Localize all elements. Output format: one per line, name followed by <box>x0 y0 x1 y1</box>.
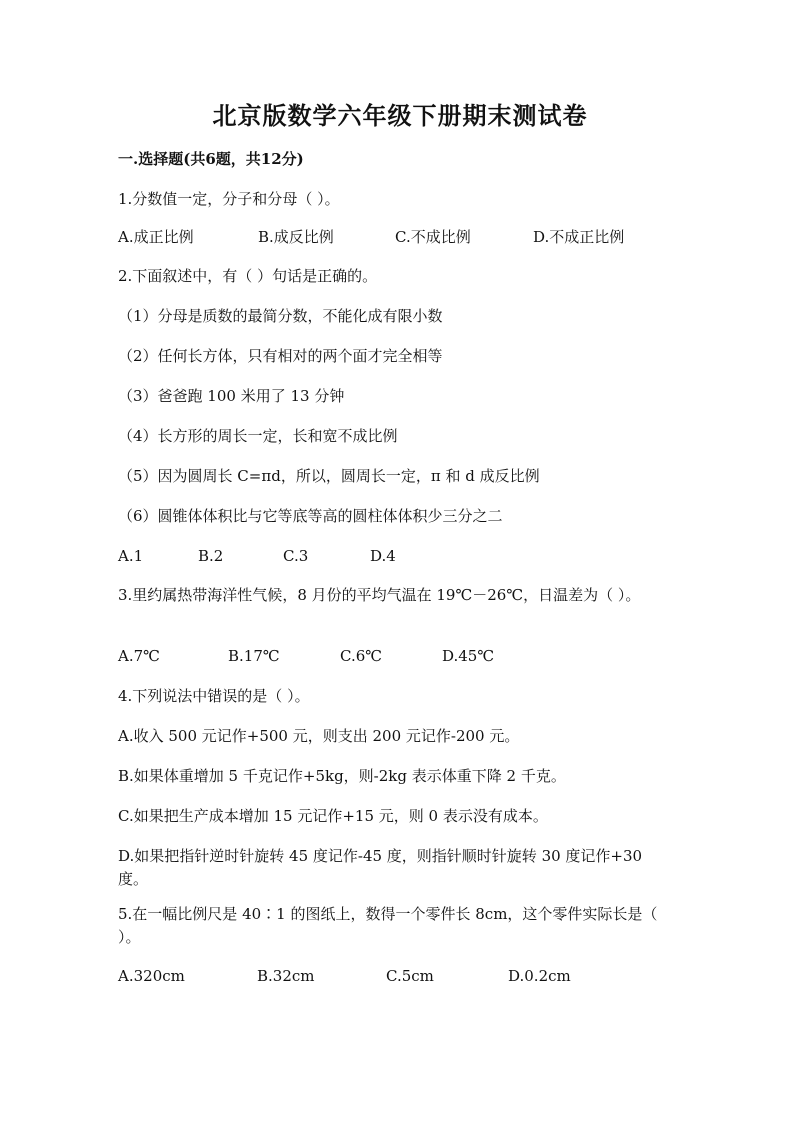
question-1-option-c: C.不成比例 <box>395 228 471 246</box>
question-5-option-a: A.320cm <box>118 967 185 985</box>
question-3-stem: 3.里约属热带海洋性气候，8 月份的平均气温在 19℃－26℃，日温差为（ ）。 <box>118 586 641 604</box>
question-1-option-a: A.成正比例 <box>118 228 194 246</box>
question-1-stem: 1.分数值一定，分子和分母（ ）。 <box>118 190 340 208</box>
question-1-option-d: D.不成正比例 <box>533 228 625 246</box>
question-2-option-c: C.3 <box>283 547 309 565</box>
question-2-option-a: A.1 <box>118 547 144 565</box>
question-2-statement-3: （3）爸爸跑 100 米用了 13 分钟 <box>118 387 345 405</box>
question-3-option-a: A.7℃ <box>118 647 160 665</box>
question-1-option-b: B.成反比例 <box>258 228 334 246</box>
question-2-option-d: D.4 <box>370 547 396 565</box>
question-2-statement-1: （1）分母是质数的最简分数，不能化成有限小数 <box>118 307 443 325</box>
question-2-statement-5: （5）因为圆周长 C=πd，所以，圆周长一定，π 和 d 成反比例 <box>118 467 540 485</box>
question-3-option-c: C.6℃ <box>340 647 383 665</box>
question-2-stem: 2.下面叙述中，有（ ）句话是正确的。 <box>118 267 378 285</box>
question-3-option-d: D.45℃ <box>442 647 495 665</box>
page-title: 北京版数学六年级下册期末测试卷 <box>212 101 588 130</box>
question-4-option-d: D.如果把指针逆时针旋转 45 度记作-45 度，则指针顺时针旋转 30 度记作+30 度。 <box>118 847 643 888</box>
question-2-statement-4: （4）长方形的周长一定，长和宽不成比例 <box>118 427 398 445</box>
question-5-option-b: B.32cm <box>257 967 315 985</box>
question-2-statement-2: （2）任何长方体，只有相对的两个面才完全相等 <box>118 347 443 365</box>
section-heading: 一.选择题(共6题，共12分) <box>118 150 304 168</box>
question-4-option-b: B.如果体重增加 5 千克记作+5kg，则-2kg 表示体重下降 2 千克。 <box>118 767 566 785</box>
question-2-statement-6: （6）圆锥体体积比与它等底等高的圆柱体体积少三分之二 <box>118 507 503 525</box>
question-3-option-b: B.17℃ <box>228 647 280 665</box>
question-4-option-c: C.如果把生产成本增加 15 元记作+15 元，则 0 表示没有成本。 <box>118 807 548 825</box>
question-5-stem: 5.在一幅比例尺是 40∶1 的图纸上，数得一个零件长 8cm，这个零件实际长是（ ）。 <box>118 905 658 946</box>
question-5-option-d: D.0.2cm <box>508 967 571 985</box>
question-5-option-c: C.5cm <box>386 967 434 985</box>
question-4-option-a: A.收入 500 元记作+500 元，则支出 200 元记作-200 元。 <box>118 727 520 745</box>
question-2-option-b: B.2 <box>198 547 224 565</box>
question-4-stem: 4.下列说法中错误的是（ ）。 <box>118 687 310 705</box>
